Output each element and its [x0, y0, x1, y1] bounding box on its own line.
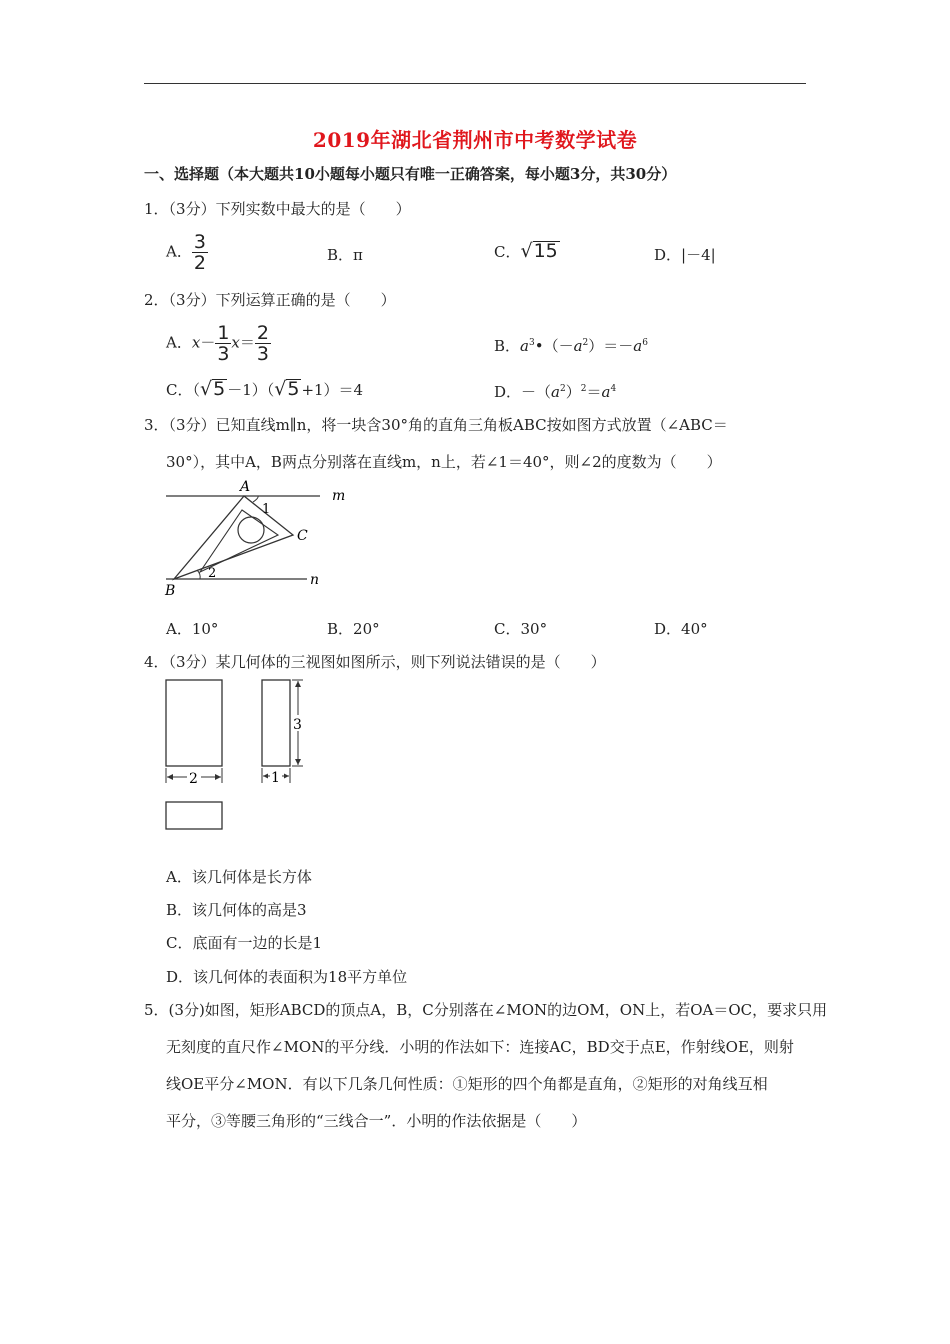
q2-option-c[interactable]: C．（√5 －1）（√5 +1）＝4 — [166, 378, 364, 400]
q3-figure — [160, 476, 350, 601]
q1-option-d[interactable]: D．|－4| — [654, 246, 716, 264]
q3-option-b[interactable]: B．20° — [327, 620, 380, 638]
label-m: m — [332, 488, 346, 504]
q2-stem: 2．（3分）下列运算正确的是（ ） — [144, 291, 396, 309]
top-view — [166, 802, 222, 829]
section-heading: 一、选择题（本大题共10小题每小题只有唯一正确答案，每小题3分，共30分） — [144, 165, 677, 183]
q2-option-b[interactable]: B．$a^3•(-a^2)=-a^6$ — [494, 337, 648, 355]
q5-text-line1: 5．(3分)如图，矩形ABCD的顶点A，B，C分别落在∠MON的边OM，ON上，若OA＝OC，要求只用 — [144, 1001, 828, 1019]
label-2: 2 — [208, 566, 217, 581]
q3-option-d[interactable]: D．40° — [654, 620, 708, 638]
q5-text-line4: 平分，③等腰三角形的“三线合一”．小明的作法依据是（ ） — [166, 1112, 587, 1130]
q1-option-c[interactable]: C．√15 — [494, 240, 558, 262]
label-n: n — [310, 572, 320, 588]
page-title: 2019年湖北省荆州市中考数学试卷 — [312, 128, 638, 152]
q2-option-d[interactable]: D．$-(a^2)^2=a^4$ — [494, 383, 617, 401]
label-B: B — [165, 583, 176, 599]
q3-option-a[interactable]: A．10° — [166, 620, 219, 638]
angle1-arc — [253, 496, 258, 502]
header-rule — [144, 83, 806, 84]
depth-label: 1 — [271, 770, 280, 786]
q1-option-b[interactable]: B．π — [327, 246, 363, 264]
q1-c-radicand: 15 — [533, 240, 558, 262]
triangle-inner — [200, 510, 278, 572]
q5-text-line2: 无刻度的直尺作∠MON的平分线．小明的作法如下：连接AC，BD交于点E，作射线OE，则射 — [166, 1038, 794, 1056]
height-label: 3 — [293, 717, 302, 733]
q3-option-c[interactable]: C．30° — [494, 620, 548, 638]
q4-figure — [160, 675, 310, 833]
q4-option-a[interactable]: A．该几何体是长方体 — [166, 868, 312, 886]
q1-option-a[interactable] — [166, 232, 208, 273]
side-view — [262, 680, 290, 766]
front-view — [166, 680, 222, 766]
q4-option-c[interactable]: C．底面有一边的长是1 — [166, 934, 323, 952]
q1-a-fraction: $\frac{3}{2}$ — [193, 231, 206, 274]
q1-stem: 1．（3分）下列实数中最大的是（ ） — [144, 200, 411, 218]
triangle-hole — [238, 517, 264, 543]
label-1: 1 — [262, 502, 271, 517]
q2-option-a[interactable]: A．x－ $\frac{1}{3}$ x＝ $\frac{2}{3}$ — [166, 322, 269, 365]
label-A: A — [240, 479, 251, 495]
width-label: 2 — [189, 771, 198, 787]
triangle-outer — [174, 496, 293, 579]
q4-stem: 4．（3分）某几何体的三视图如图所示，则下列说法错误的是（ ） — [144, 653, 606, 671]
sqrt-symbol: √ — [520, 240, 533, 262]
q1-a-label: A． — [166, 242, 192, 261]
label-C: C — [297, 528, 308, 544]
q4-option-b[interactable]: B．该几何体的高是3 — [166, 901, 307, 919]
q5-text-line3: 线OE平分∠MON．有以下几条几何性质：①矩形的四个角都是直角，②矩形的对角线互相 — [166, 1075, 768, 1093]
angle2-arc — [197, 570, 200, 579]
q3-stem-line1: 3．（3分）已知直线m∥n，将一块含30°角的直角三角板ABC按如图方式放置（∠ABC＝ — [144, 416, 728, 434]
q4-option-d[interactable]: D．该几何体的表面积为18平方单位 — [166, 968, 408, 986]
q3-stem-line2: 30°），其中A，B两点分别落在直线m，n上，若∠1＝40°，则∠2的度数为（ ） — [166, 453, 722, 471]
